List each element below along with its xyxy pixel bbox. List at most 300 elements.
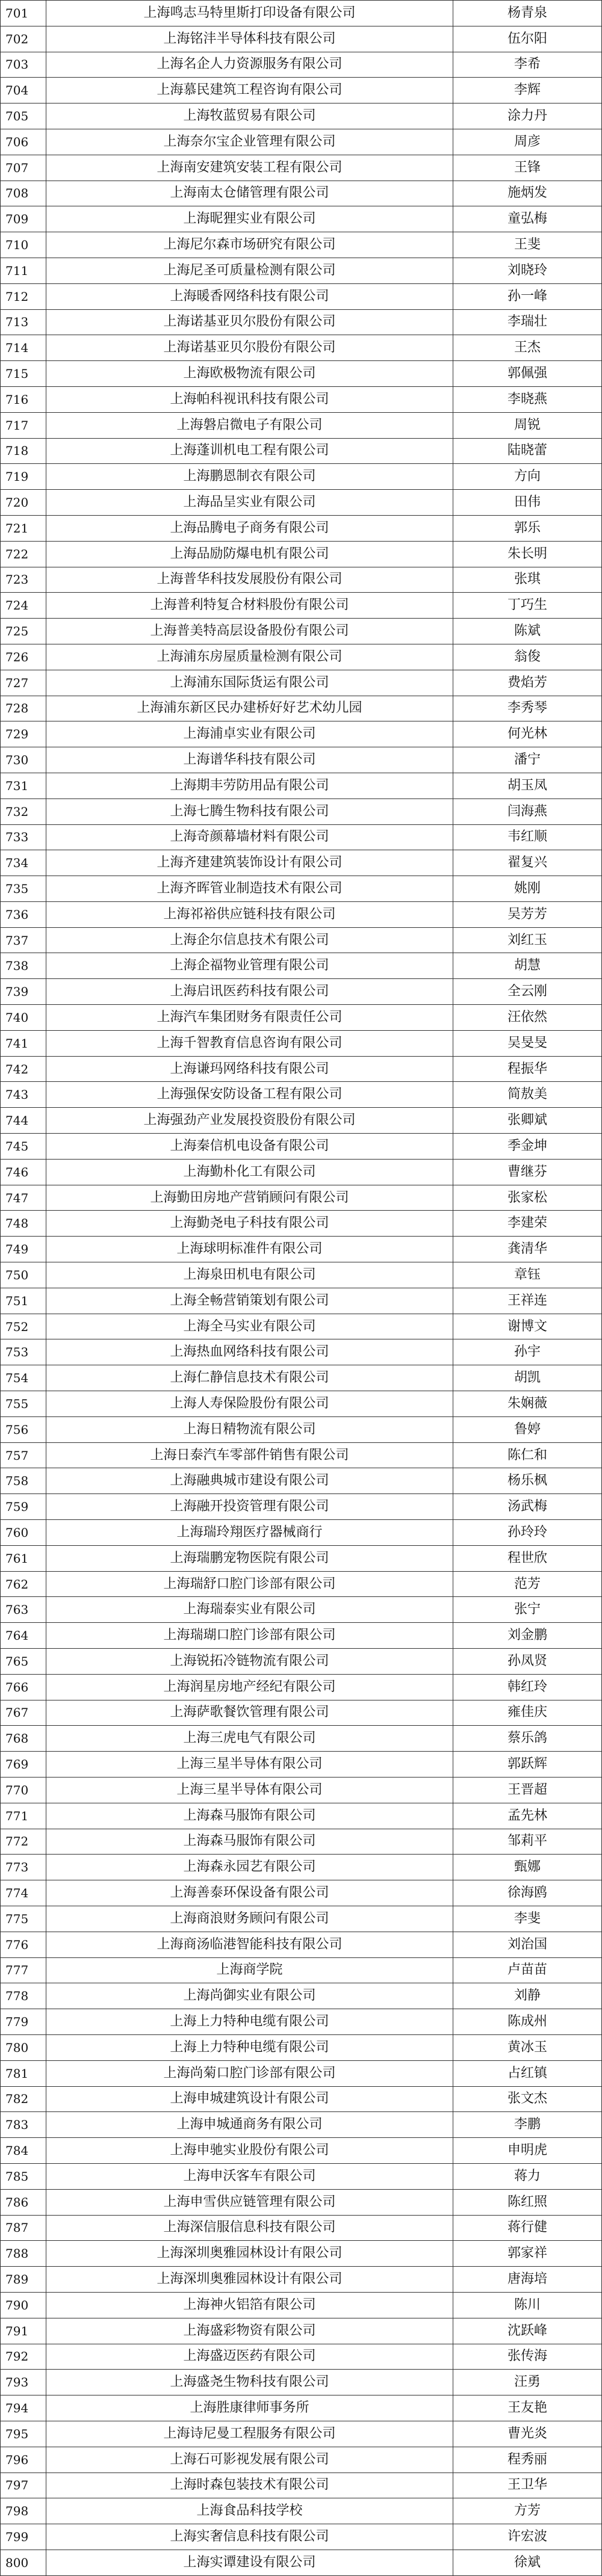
table-row (1, 2034, 602, 2060)
contact-person: 朱娴薇 (453, 1391, 602, 1417)
contact-person: 郭家祥 (453, 2241, 602, 2267)
table-row (1, 103, 602, 129)
contact-person: 郭佩强 (453, 361, 602, 387)
contact-person: 蔡乐鸽 (453, 1726, 602, 1752)
company-name: 上海实谭建设有限公司 (46, 2550, 453, 2575)
table-row (1, 1030, 602, 1056)
contact-person: 季金坤 (453, 1134, 602, 1160)
company-name: 上海浦东新区民办建桥好好艺术幼儿园 (46, 696, 453, 721)
row-number: 732 (1, 798, 46, 824)
contact-person: 范芳 (453, 1571, 602, 1597)
company-name: 上海全畅营销策划有限公司 (46, 1288, 453, 1314)
contact-person: 王锋 (453, 155, 602, 181)
table-row (1, 2163, 602, 2189)
table-row (1, 1108, 602, 1134)
company-name: 上海慕民建筑工程咨询有限公司 (46, 78, 453, 103)
company-name: 上海申城建筑设计有限公司 (46, 2086, 453, 2112)
contact-person: 曹光炎 (453, 2421, 602, 2447)
table-row (1, 1339, 602, 1365)
company-name: 上海尚菊口腔门诊部有限公司 (46, 2060, 453, 2086)
company-name: 上海千智教育信息咨询有限公司 (46, 1030, 453, 1056)
contact-person: 王杰 (453, 335, 602, 361)
row-number: 754 (1, 1365, 46, 1391)
contact-person: 胡慧 (453, 953, 602, 979)
company-name: 上海森马服饰有限公司 (46, 1829, 453, 1855)
contact-person: 程振华 (453, 1056, 602, 1082)
contact-person: 王友艳 (453, 2395, 602, 2421)
company-name: 上海诺基亚贝尔股份有限公司 (46, 335, 453, 361)
company-name: 上海秦信机电设备有限公司 (46, 1134, 453, 1160)
contact-person: 王晋超 (453, 1777, 602, 1803)
row-number: 765 (1, 1649, 46, 1675)
company-name: 上海奇颜幕墙材料有限公司 (46, 824, 453, 850)
company-name: 上海磐启微电子有限公司 (46, 412, 453, 438)
table-row (1, 2447, 602, 2473)
table-row (1, 2112, 602, 2138)
row-number: 788 (1, 2241, 46, 2267)
contact-person: 王斐 (453, 232, 602, 258)
contact-person: 孙凤贤 (453, 1649, 602, 1675)
company-name: 上海浦东国际货运有限公司 (46, 670, 453, 696)
row-number: 768 (1, 1726, 46, 1752)
table-row (1, 1391, 602, 1417)
row-number: 735 (1, 876, 46, 902)
row-number: 753 (1, 1339, 46, 1365)
row-number: 773 (1, 1855, 46, 1880)
row-number: 764 (1, 1623, 46, 1649)
table-row (1, 953, 602, 979)
table-row (1, 2370, 602, 2395)
contact-person: 童弘梅 (453, 206, 602, 232)
contact-person: 韩红玲 (453, 1674, 602, 1700)
row-number: 792 (1, 2344, 46, 2370)
row-number: 720 (1, 490, 46, 516)
table-row (1, 1262, 602, 1288)
company-name: 上海神火铝箔有限公司 (46, 2292, 453, 2318)
contact-person: 甄娜 (453, 1855, 602, 1880)
contact-person: 占红镇 (453, 2060, 602, 2086)
company-name: 上海食品科技学校 (46, 2498, 453, 2524)
table-row (1, 386, 602, 412)
contact-person: 程世欣 (453, 1545, 602, 1571)
table-row (1, 1494, 602, 1520)
contact-person: 陈红照 (453, 2189, 602, 2215)
table-row (1, 2138, 602, 2164)
row-number: 702 (1, 26, 46, 52)
contact-person: 张文杰 (453, 2086, 602, 2112)
contact-person: 雍佳庆 (453, 1700, 602, 1726)
row-number: 726 (1, 644, 46, 670)
company-name: 上海勤朴化工有限公司 (46, 1159, 453, 1185)
table-row (1, 26, 602, 52)
table-row (1, 438, 602, 464)
table-row (1, 979, 602, 1005)
table-row (1, 1442, 602, 1468)
table-row (1, 773, 602, 798)
row-number: 785 (1, 2163, 46, 2189)
row-number: 701 (1, 1, 46, 26)
table-row (1, 593, 602, 619)
contact-person: 沈跃峰 (453, 2318, 602, 2344)
table-row (1, 1829, 602, 1855)
row-number: 775 (1, 1906, 46, 1932)
row-number: 743 (1, 1082, 46, 1108)
company-name: 上海普利特复合材料股份有限公司 (46, 593, 453, 619)
row-number: 724 (1, 593, 46, 619)
table-row (1, 515, 602, 541)
row-number: 797 (1, 2473, 46, 2498)
row-number: 782 (1, 2086, 46, 2112)
company-name: 上海上力特种电缆有限公司 (46, 2009, 453, 2035)
table-row (1, 1314, 602, 1339)
company-name: 上海胜康律师事务所 (46, 2395, 453, 2421)
company-name: 上海申雪供应链管理有限公司 (46, 2189, 453, 2215)
row-number: 738 (1, 953, 46, 979)
row-number: 787 (1, 2215, 46, 2241)
table-row (1, 541, 602, 567)
row-number: 710 (1, 232, 46, 258)
company-name: 上海帕科视讯科技有限公司 (46, 386, 453, 412)
table-row (1, 181, 602, 206)
table-row (1, 1520, 602, 1546)
company-name: 上海全马实业有限公司 (46, 1314, 453, 1339)
company-name: 上海鸣志马特里斯打印设备有限公司 (46, 1, 453, 26)
company-name: 上海日精物流有限公司 (46, 1416, 453, 1442)
row-number: 762 (1, 1571, 46, 1597)
table-row (1, 1983, 602, 2009)
company-name: 上海普美特高层设备股份有限公司 (46, 619, 453, 644)
table-row (1, 1056, 602, 1082)
row-number: 736 (1, 901, 46, 927)
table-row (1, 927, 602, 953)
table-row (1, 1623, 602, 1649)
row-number: 767 (1, 1700, 46, 1726)
company-name: 上海强保安防设备工程有限公司 (46, 1082, 453, 1108)
row-number: 744 (1, 1108, 46, 1134)
row-number: 747 (1, 1185, 46, 1211)
row-number: 704 (1, 78, 46, 103)
company-name: 上海齐建建筑装饰设计有限公司 (46, 850, 453, 876)
contact-person: 胡玉凤 (453, 773, 602, 798)
company-name: 上海企尔信息技术有限公司 (46, 927, 453, 953)
table-row (1, 901, 602, 927)
company-name: 上海球明标准件有限公司 (46, 1237, 453, 1262)
row-number: 742 (1, 1056, 46, 1082)
company-name: 上海品励防爆电机有限公司 (46, 541, 453, 567)
table-row (1, 1674, 602, 1700)
contact-person: 陆晓蕾 (453, 438, 602, 464)
company-name: 上海申沃客车有限公司 (46, 2163, 453, 2189)
company-name: 上海强劲产业发展投资股份有限公司 (46, 1108, 453, 1134)
contact-person: 周锐 (453, 412, 602, 438)
table-row (1, 2241, 602, 2267)
row-number: 712 (1, 283, 46, 309)
table-row (1, 567, 602, 593)
company-name: 上海尼圣可质量检测有限公司 (46, 258, 453, 283)
contact-person: 张家松 (453, 1185, 602, 1211)
company-name: 上海启讯医药科技有限公司 (46, 979, 453, 1005)
table-row (1, 670, 602, 696)
row-number: 728 (1, 696, 46, 721)
table-row (1, 1237, 602, 1262)
company-name: 上海盛彩物资有限公司 (46, 2318, 453, 2344)
row-number: 741 (1, 1030, 46, 1056)
row-number: 731 (1, 773, 46, 798)
table-row (1, 747, 602, 773)
row-number: 795 (1, 2421, 46, 2447)
contact-person: 许宏波 (453, 2524, 602, 2550)
table-row (1, 2421, 602, 2447)
table-row (1, 412, 602, 438)
contact-person: 郭跃辉 (453, 1752, 602, 1778)
table-row (1, 1365, 602, 1391)
contact-person: 翟复兴 (453, 850, 602, 876)
row-number: 707 (1, 155, 46, 181)
row-number: 723 (1, 567, 46, 593)
table-row (1, 696, 602, 721)
company-name: 上海鹏恩制衣有限公司 (46, 464, 453, 490)
row-number: 733 (1, 824, 46, 850)
contact-person: 张宁 (453, 1597, 602, 1623)
row-number: 722 (1, 541, 46, 567)
contact-person: 蒋力 (453, 2163, 602, 2189)
company-name: 上海尼尔森市场研究有限公司 (46, 232, 453, 258)
company-name: 上海勤田房地产营销顾问有限公司 (46, 1185, 453, 1211)
row-number: 725 (1, 619, 46, 644)
table-row (1, 619, 602, 644)
row-number: 755 (1, 1391, 46, 1417)
contact-person: 汪勇 (453, 2370, 602, 2395)
row-number: 708 (1, 181, 46, 206)
table-row (1, 1288, 602, 1314)
row-number: 750 (1, 1262, 46, 1288)
company-name: 上海瑞瑚口腔门诊部有限公司 (46, 1623, 453, 1649)
table-row (1, 1, 602, 26)
company-name: 上海昵狸实业有限公司 (46, 206, 453, 232)
table-row (1, 309, 602, 335)
table-row (1, 1906, 602, 1932)
contact-person: 潘宁 (453, 747, 602, 773)
contact-person: 闫海燕 (453, 798, 602, 824)
row-number: 721 (1, 515, 46, 541)
table-row (1, 1468, 602, 1494)
table-row (1, 2267, 602, 2293)
row-number: 774 (1, 1880, 46, 1906)
row-number: 796 (1, 2447, 46, 2473)
table-row (1, 2550, 602, 2575)
table-row (1, 2395, 602, 2421)
row-number: 759 (1, 1494, 46, 1520)
contact-person: 施炳发 (453, 181, 602, 206)
table-row (1, 2292, 602, 2318)
row-number: 780 (1, 2034, 46, 2060)
table-row (1, 1932, 602, 1957)
company-name: 上海时森包装技术有限公司 (46, 2473, 453, 2498)
company-name: 上海期丰劳防用品有限公司 (46, 773, 453, 798)
contact-person: 李建荣 (453, 1211, 602, 1237)
company-name: 上海浦卓实业有限公司 (46, 721, 453, 747)
company-name: 上海祁裕供应链科技有限公司 (46, 901, 453, 927)
company-name: 上海实奢信息科技有限公司 (46, 2524, 453, 2550)
contact-person: 谢博文 (453, 1314, 602, 1339)
company-name: 上海暖香网络科技有限公司 (46, 283, 453, 309)
company-name: 上海三星半导体有限公司 (46, 1752, 453, 1778)
row-number: 718 (1, 438, 46, 464)
company-name: 上海深信服信息科技有限公司 (46, 2215, 453, 2241)
table-row (1, 1957, 602, 1983)
contact-person: 胡凯 (453, 1365, 602, 1391)
row-number: 737 (1, 927, 46, 953)
company-name: 上海森马服饰有限公司 (46, 1803, 453, 1829)
company-name: 上海浦东房屋质量检测有限公司 (46, 644, 453, 670)
contact-person: 刘治国 (453, 1932, 602, 1957)
contact-person: 李希 (453, 52, 602, 78)
table-row (1, 2318, 602, 2344)
company-name: 上海欧极物流有限公司 (46, 361, 453, 387)
row-number: 783 (1, 2112, 46, 2138)
company-name: 上海企福物业管理有限公司 (46, 953, 453, 979)
company-name: 上海勤尧电子科技有限公司 (46, 1211, 453, 1237)
table-row (1, 232, 602, 258)
company-name: 上海深圳奥雅园林设计有限公司 (46, 2241, 453, 2267)
contact-person: 周彦 (453, 129, 602, 155)
contact-person: 李晓燕 (453, 386, 602, 412)
company-name: 上海诗尼曼工程服务有限公司 (46, 2421, 453, 2447)
row-number: 703 (1, 52, 46, 78)
company-name: 上海牧蓝贸易有限公司 (46, 103, 453, 129)
contact-person: 徐海鸥 (453, 1880, 602, 1906)
contact-person: 田伟 (453, 490, 602, 516)
contact-person: 刘金鹏 (453, 1623, 602, 1649)
contact-person: 翁俊 (453, 644, 602, 670)
row-number: 778 (1, 1983, 46, 2009)
row-number: 757 (1, 1442, 46, 1468)
table-row (1, 2189, 602, 2215)
row-number: 729 (1, 721, 46, 747)
table-row (1, 824, 602, 850)
contact-person: 鲁婷 (453, 1416, 602, 1442)
contact-person: 朱长明 (453, 541, 602, 567)
row-number: 715 (1, 361, 46, 387)
table-row (1, 1185, 602, 1211)
table-row (1, 2498, 602, 2524)
contact-person: 郭乐 (453, 515, 602, 541)
contact-person: 张传海 (453, 2344, 602, 2370)
company-name: 上海深圳奥雅园林设计有限公司 (46, 2267, 453, 2293)
company-name: 上海南太仓储管理有限公司 (46, 181, 453, 206)
row-number: 711 (1, 258, 46, 283)
contact-person: 汪依然 (453, 1005, 602, 1031)
company-name: 上海普华科技发展股份有限公司 (46, 567, 453, 593)
contact-person: 陈仁和 (453, 1442, 602, 1468)
company-name: 上海上力特种电缆有限公司 (46, 2034, 453, 2060)
row-number: 794 (1, 2395, 46, 2421)
table-row (1, 1082, 602, 1108)
contact-person: 吴旻旻 (453, 1030, 602, 1056)
contact-person: 张琪 (453, 567, 602, 593)
contact-person: 蒋行健 (453, 2215, 602, 2241)
company-name: 上海汽车集团财务有限责任公司 (46, 1005, 453, 1031)
table-row (1, 721, 602, 747)
row-number: 781 (1, 2060, 46, 2086)
row-number: 766 (1, 1674, 46, 1700)
contact-person: 唐海培 (453, 2267, 602, 2293)
row-number: 761 (1, 1545, 46, 1571)
row-number: 752 (1, 1314, 46, 1339)
contact-person: 孟先林 (453, 1803, 602, 1829)
row-number: 793 (1, 2370, 46, 2395)
row-number: 746 (1, 1159, 46, 1185)
contact-person: 李秀琴 (453, 696, 602, 721)
contact-person: 何光林 (453, 721, 602, 747)
contact-person: 费焰芳 (453, 670, 602, 696)
contact-person: 程秀丽 (453, 2447, 602, 2473)
company-name: 上海七腾生物科技有限公司 (46, 798, 453, 824)
row-number: 714 (1, 335, 46, 361)
company-name: 上海齐晖管业制造技术有限公司 (46, 876, 453, 902)
contact-person: 涂力丹 (453, 103, 602, 129)
company-name: 上海诺基亚贝尔股份有限公司 (46, 309, 453, 335)
contact-person: 杨青泉 (453, 1, 602, 26)
row-number: 745 (1, 1134, 46, 1160)
row-number: 756 (1, 1416, 46, 1442)
row-number: 800 (1, 2550, 46, 2575)
table-row (1, 798, 602, 824)
company-name: 上海瑞玲翔医疗器械商行 (46, 1520, 453, 1546)
table-row (1, 464, 602, 490)
row-number: 784 (1, 2138, 46, 2164)
company-name: 上海品腾电子商务有限公司 (46, 515, 453, 541)
company-name: 上海人寿保险股份有限公司 (46, 1391, 453, 1417)
table-row (1, 490, 602, 516)
company-name: 上海蓬训机电工程有限公司 (46, 438, 453, 464)
contact-person: 申明虎 (453, 2138, 602, 2164)
company-name: 上海润星房地产经纪有限公司 (46, 1674, 453, 1700)
company-name: 上海商学院 (46, 1957, 453, 1983)
contact-person: 孙一峰 (453, 283, 602, 309)
contact-person: 龚清华 (453, 1237, 602, 1262)
table-row (1, 876, 602, 902)
company-name: 上海融典城市建设有限公司 (46, 1468, 453, 1494)
contact-person: 杨乐枫 (453, 1468, 602, 1494)
contact-person: 卢苗苗 (453, 1957, 602, 1983)
company-name: 上海泉田机电有限公司 (46, 1262, 453, 1288)
row-number: 748 (1, 1211, 46, 1237)
row-number: 760 (1, 1520, 46, 1546)
contact-person: 陈川 (453, 2292, 602, 2318)
contact-person: 丁巧生 (453, 593, 602, 619)
table-row (1, 1752, 602, 1778)
table-row (1, 1803, 602, 1829)
company-name: 上海三虎电气有限公司 (46, 1726, 453, 1752)
table-row (1, 206, 602, 232)
contact-person: 全云刚 (453, 979, 602, 1005)
contact-person: 汤武梅 (453, 1494, 602, 1520)
company-name: 上海善泰环保设备有限公司 (46, 1880, 453, 1906)
contact-person: 王祥连 (453, 1288, 602, 1314)
contact-person: 徐斌 (453, 2550, 602, 2575)
row-number: 740 (1, 1005, 46, 1031)
company-name: 上海盛尧生物科技有限公司 (46, 2370, 453, 2395)
contact-person: 黄冰玉 (453, 2034, 602, 2060)
contact-person: 曹继芬 (453, 1159, 602, 1185)
row-number: 751 (1, 1288, 46, 1314)
contact-person: 韦红顺 (453, 824, 602, 850)
contact-person: 姚刚 (453, 876, 602, 902)
table-row (1, 52, 602, 78)
contact-person: 李斐 (453, 1906, 602, 1932)
row-number: 739 (1, 979, 46, 1005)
